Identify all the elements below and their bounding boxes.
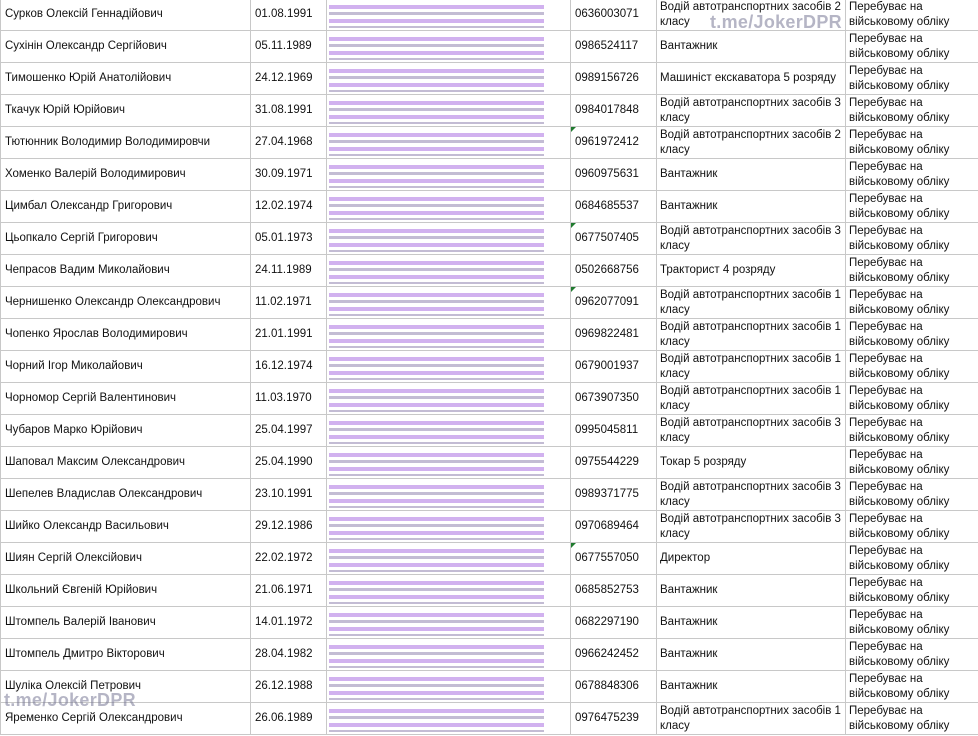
birth-date-cell: 30.09.1971 [251,159,327,191]
redaction-bar [329,396,544,399]
redaction-bar [329,613,544,617]
redaction-bar [329,389,544,393]
birth-date-cell: 25.04.1997 [251,415,327,447]
phone-number: 0986524117 [575,40,639,52]
address-cell-redacted [327,383,571,415]
address-cell-redacted [327,543,571,575]
redaction-bar [329,531,544,535]
military-status-cell: Перебуває на військовому обліку [846,575,978,607]
occupation-cell: Водій автотранспортних засобів 1 класу [657,351,846,383]
watermark-top: t.me/JokerDPR [710,12,842,32]
redaction-bar [329,627,544,631]
phone-cell [571,63,657,95]
redaction-bar [329,69,544,73]
address-cell-redacted [327,511,571,543]
phone-cell [571,543,657,575]
redaction-bar [329,293,544,297]
phone-number: 0678848306 [575,680,639,692]
table-row [1,575,978,607]
military-status-cell: Перебуває на військовому обліку [846,63,978,95]
records-table-body [1,0,978,735]
military-status-cell: Перебуває на військовому обліку [846,543,978,575]
phone-cell [571,0,657,31]
person-name-cell: Тютюнник Володимир Володимировчи [1,127,251,159]
phone-cell [571,607,657,639]
table-row [1,351,978,383]
redaction-bar [329,474,544,476]
redaction-bar [329,403,544,407]
phone-number: 0966242452 [575,648,639,660]
table-row [1,415,978,447]
redaction-bar [329,709,544,713]
redaction-bar [329,371,544,375]
redaction-bar [329,645,544,649]
redaction-bar [329,652,544,655]
phone-cell [571,351,657,383]
redaction-bar [329,26,544,28]
redaction-bar [329,101,544,105]
redaction-bar [329,133,544,137]
redaction-bar [329,524,544,527]
occupation-cell: Машиніст екскаватора 5 розряду [657,63,846,95]
redaction-bar [329,12,544,15]
phone-cell [571,383,657,415]
occupation-cell: Вантажник [657,159,846,191]
address-cell-redacted [327,159,571,191]
phone-number: 0677557050 [575,552,639,564]
redaction-bar [329,421,544,425]
phone-cell [571,223,657,255]
address-cell-redacted [327,255,571,287]
birth-date-cell: 25.04.1990 [251,447,327,479]
phone-cell [571,447,657,479]
military-status-cell: Перебуває на військовому обліку [846,511,978,543]
redaction-bar [329,684,544,687]
military-status-cell: Перебуває на військовому обліку [846,223,978,255]
redaction-bar [329,485,544,489]
redaction-bar [329,282,544,284]
phone-number: 0984017848 [575,104,639,116]
phone-cell [571,287,657,319]
military-status-cell: Перебуває на військовому обліку [846,287,978,319]
phone-number: 0995045811 [575,424,639,436]
phone-number: 0636003071 [575,8,639,20]
birth-date-cell: 21.06.1971 [251,575,327,607]
redaction-bar [329,325,544,329]
redaction-bar [329,595,544,599]
address-cell-redacted [327,415,571,447]
occupation-cell: Директор [657,543,846,575]
person-name-cell: Штомпель Дмитро Вікторович [1,639,251,671]
redaction-bar [329,44,544,47]
birth-date-cell: 05.11.1989 [251,31,327,63]
redaction-bar [329,563,544,567]
person-name-cell: Тимошенко Юрій Анатолійович [1,63,251,95]
phone-number: 0673907350 [575,392,639,404]
phone-cell [571,639,657,671]
occupation-cell: Водій автотранспортних засобів 3 класу [657,415,846,447]
table-row [1,671,978,703]
phone-cell [571,479,657,511]
phone-cell [571,511,657,543]
redaction-bar [329,460,544,463]
table-row [1,447,978,479]
military-status-cell: Перебуває на військовому обліку [846,415,978,447]
table-row [1,31,978,63]
person-name-cell: Хоменко Валерій Володимирович [1,159,251,191]
redaction-bar [329,517,544,521]
person-name-cell: Цимбал Олександр Григорович [1,191,251,223]
table-row [1,223,978,255]
military-status-cell: Перебуває на військовому обліку [846,607,978,639]
redaction-bar [329,51,544,55]
cell-comment-marker-icon [571,287,576,292]
redaction-bar [329,179,544,183]
redaction-bar [329,275,544,279]
phone-cell [571,575,657,607]
cell-comment-marker-icon [571,543,576,548]
birth-date-cell: 01.08.1991 [251,0,327,31]
redaction-bar [329,570,544,572]
phone-number: 0960975631 [575,168,639,180]
phone-number: 0677507405 [575,232,639,244]
occupation-cell: Вантажник [657,31,846,63]
person-name-cell: Чопенко Ярослав Володимирович [1,319,251,351]
person-name-cell: Сурков Олексій Геннадійович [1,0,251,31]
table-row [1,287,978,319]
redaction-bar [329,634,544,636]
person-name-cell: Шепелев Владислав Олександрович [1,479,251,511]
military-status-cell: Перебуває на військовому обліку [846,703,978,735]
military-status-cell: Перебуває на військовому обліку [846,447,978,479]
redaction-bar [329,730,544,732]
redaction-bar [329,211,544,215]
redaction-bar [329,346,544,348]
birth-date-cell: 22.02.1972 [251,543,327,575]
table-row [1,95,978,127]
person-name-cell: Яременко Сергій Олександрович [1,703,251,735]
redaction-bar [329,37,544,41]
birth-date-cell: 11.03.1970 [251,383,327,415]
redaction-bar [329,357,544,361]
birth-date-cell: 12.02.1974 [251,191,327,223]
redaction-bar [329,229,544,233]
redaction-bar [329,499,544,503]
address-cell-redacted [327,447,571,479]
person-name-cell: Школьний Євгеній Юрійович [1,575,251,607]
occupation-cell: Водій автотранспортних засобів 2 класу [657,127,846,159]
address-cell-redacted [327,287,571,319]
phone-cell [571,191,657,223]
military-status-cell: Перебуває на військовому обліку [846,159,978,191]
redaction-bar [329,197,544,201]
table-row [1,383,978,415]
phone-number: 0685852753 [575,584,639,596]
redaction-bar [329,410,544,412]
military-status-cell: Перебуває на військовому обліку [846,479,978,511]
watermark-bottom: t.me/JokerDPR [4,690,136,710]
table-row [1,319,978,351]
military-status-cell: Перебуває на військовому обліку [846,191,978,223]
table-row [1,63,978,95]
redaction-bar [329,115,544,119]
phone-number: 0962077091 [575,296,639,308]
military-status-cell: Перебуває на військовому обліку [846,671,978,703]
redaction-bar [329,300,544,303]
redaction-bar [329,172,544,175]
occupation-cell: Водій автотранспортних засобів 2 класу [657,0,846,31]
phone-number: 0989371775 [575,488,639,500]
redaction-bar [329,506,544,508]
military-status-cell: Перебуває на військовому обліку [846,255,978,287]
table-row [1,511,978,543]
table-row [1,639,978,671]
phone-cell [571,415,657,447]
redaction-bar [329,243,544,247]
redaction-bar [329,453,544,457]
person-name-cell: Шаповал Максим Олександрович [1,447,251,479]
redaction-bar [329,364,544,367]
birth-date-cell: 26.06.1989 [251,703,327,735]
redaction-bar [329,236,544,239]
military-status-cell: Перебуває на військовому обліку [846,127,978,159]
military-status-cell: Перебуває на військовому обліку [846,351,978,383]
occupation-cell: Вантажник [657,639,846,671]
redaction-bar [329,677,544,681]
redaction-bar [329,602,544,604]
phone-cell [571,703,657,735]
redaction-bar [329,716,544,719]
phone-cell [571,319,657,351]
address-cell-redacted [327,223,571,255]
occupation-cell: Водій автотранспортних засобів 1 класу [657,703,846,735]
redaction-bar [329,428,544,431]
occupation-cell: Вантажник [657,671,846,703]
address-cell-redacted [327,703,571,735]
address-cell-redacted [327,671,571,703]
address-cell-redacted [327,319,571,351]
birth-date-cell: 23.10.1991 [251,479,327,511]
phone-cell [571,159,657,191]
phone-number: 0989156726 [575,72,639,84]
person-name-cell: Шийко Олександр Васильович [1,511,251,543]
person-name-cell: Шуліка Олексій Петрович [1,671,251,703]
occupation-cell: Водій автотранспортних засобів 1 класу [657,319,846,351]
phone-number: 0679001937 [575,360,639,372]
redaction-bar [329,339,544,343]
address-cell-redacted [327,95,571,127]
military-status-cell: Перебуває на військовому обліку [846,31,978,63]
redaction-bar [329,556,544,559]
redaction-bar [329,250,544,252]
address-cell-redacted [327,63,571,95]
person-name-cell: Чернишенко Олександр Олександрович [1,287,251,319]
birth-date-cell: 24.11.1989 [251,255,327,287]
occupation-cell: Водій автотранспортних засобів 1 класу [657,383,846,415]
redaction-bar [329,140,544,143]
person-name-cell: Ткачук Юрій Юрійович [1,95,251,127]
cell-comment-marker-icon [571,223,576,228]
occupation-cell: Водій автотранспортних засобів 3 класу [657,511,846,543]
phone-number: 0961972412 [575,136,639,148]
military-status-cell: Перебуває на військовому обліку [846,0,978,31]
table-row [1,191,978,223]
address-cell-redacted [327,479,571,511]
occupation-cell: Вантажник [657,191,846,223]
redaction-bar [329,723,544,727]
person-name-cell: Штомпель Валерій Іванович [1,607,251,639]
redaction-bar [329,268,544,271]
redaction-bar [329,218,544,220]
phone-cell [571,127,657,159]
redaction-bar [329,620,544,623]
occupation-cell: Водій автотранспортних засобів 1 класу [657,287,846,319]
address-cell-redacted [327,0,571,31]
table-row [1,607,978,639]
military-status-cell: Перебуває на військовому обліку [846,383,978,415]
phone-cell [571,671,657,703]
redaction-bar [329,492,544,495]
redaction-bar [329,659,544,663]
table-row [1,127,978,159]
redaction-bar [329,204,544,207]
table-row [1,543,978,575]
redaction-bar [329,467,544,471]
redaction-bar [329,261,544,265]
address-cell-redacted [327,575,571,607]
military-status-cell: Перебуває на військовому обліку [846,95,978,127]
person-name-cell: Чорномор Сергій Валентинович [1,383,251,415]
address-cell-redacted [327,31,571,63]
phone-number: 0502668756 [575,264,639,276]
occupation-cell: Вантажник [657,575,846,607]
redaction-bar [329,435,544,439]
phone-cell [571,95,657,127]
redaction-bar [329,90,544,92]
redaction-bar [329,581,544,585]
redaction-bar [329,666,544,668]
occupation-cell: Тракторист 4 розряду [657,255,846,287]
person-name-cell: Чорний Ігор Миколайович [1,351,251,383]
person-name-cell: Шиян Сергій Олексійович [1,543,251,575]
birth-date-cell: 16.12.1974 [251,351,327,383]
address-cell-redacted [327,351,571,383]
military-status-cell: Перебуває на військовому обліку [846,639,978,671]
occupation-cell: Водій автотранспортних засобів 3 класу [657,95,846,127]
phone-cell [571,255,657,287]
address-cell-redacted [327,639,571,671]
redaction-bar [329,549,544,553]
military-status-cell: Перебуває на військовому обліку [846,319,978,351]
birth-date-cell: 28.04.1982 [251,639,327,671]
occupation-cell: Вантажник [657,607,846,639]
redaction-bar [329,165,544,169]
table-row [1,479,978,511]
redaction-bar [329,307,544,311]
redaction-bar [329,332,544,335]
redaction-bar [329,83,544,87]
redaction-bar [329,19,544,23]
birth-date-cell: 05.01.1973 [251,223,327,255]
birth-date-cell: 11.02.1971 [251,287,327,319]
redaction-bar [329,147,544,151]
occupation-cell: Водій автотранспортних засобів 3 класу [657,223,846,255]
person-name-cell: Сухінін Олександр Сергійович [1,31,251,63]
table-row [1,255,978,287]
address-cell-redacted [327,191,571,223]
redaction-bar [329,698,544,700]
redaction-bar [329,108,544,111]
redaction-bar [329,314,544,316]
address-cell-redacted [327,127,571,159]
phone-number: 0975544229 [575,456,639,468]
redaction-bar [329,378,544,380]
redaction-bar [329,538,544,540]
phone-number: 0970689464 [575,520,639,532]
redaction-bar [329,58,544,60]
occupation-cell: Водій автотранспортних засобів 3 класу [657,479,846,511]
birth-date-cell: 27.04.1968 [251,127,327,159]
phone-number: 0684685537 [575,200,639,212]
table-row [1,703,978,735]
birth-date-cell: 31.08.1991 [251,95,327,127]
redaction-bar [329,442,544,444]
redaction-bar [329,5,544,9]
person-name-cell: Чепрасов Вадим Миколайович [1,255,251,287]
phone-number: 0682297190 [575,616,639,628]
redaction-bar [329,122,544,124]
birth-date-cell: 29.12.1986 [251,511,327,543]
cell-comment-marker-icon [571,127,576,132]
redaction-bar [329,154,544,156]
redaction-bar [329,691,544,695]
person-name-cell: Чубаров Марко Юрійович [1,415,251,447]
address-cell-redacted [327,607,571,639]
phone-cell [571,31,657,63]
redaction-bar [329,186,544,188]
birth-date-cell: 26.12.1988 [251,671,327,703]
redaction-bar [329,76,544,79]
redaction-bar [329,588,544,591]
person-name-cell: Цьопкало Сергій Григорович [1,223,251,255]
phone-number: 0969822481 [575,328,639,340]
table-row [1,159,978,191]
birth-date-cell: 21.01.1991 [251,319,327,351]
occupation-cell: Токар 5 розряду [657,447,846,479]
birth-date-cell: 24.12.1969 [251,63,327,95]
phone-number: 0976475239 [575,712,639,724]
birth-date-cell: 14.01.1972 [251,607,327,639]
